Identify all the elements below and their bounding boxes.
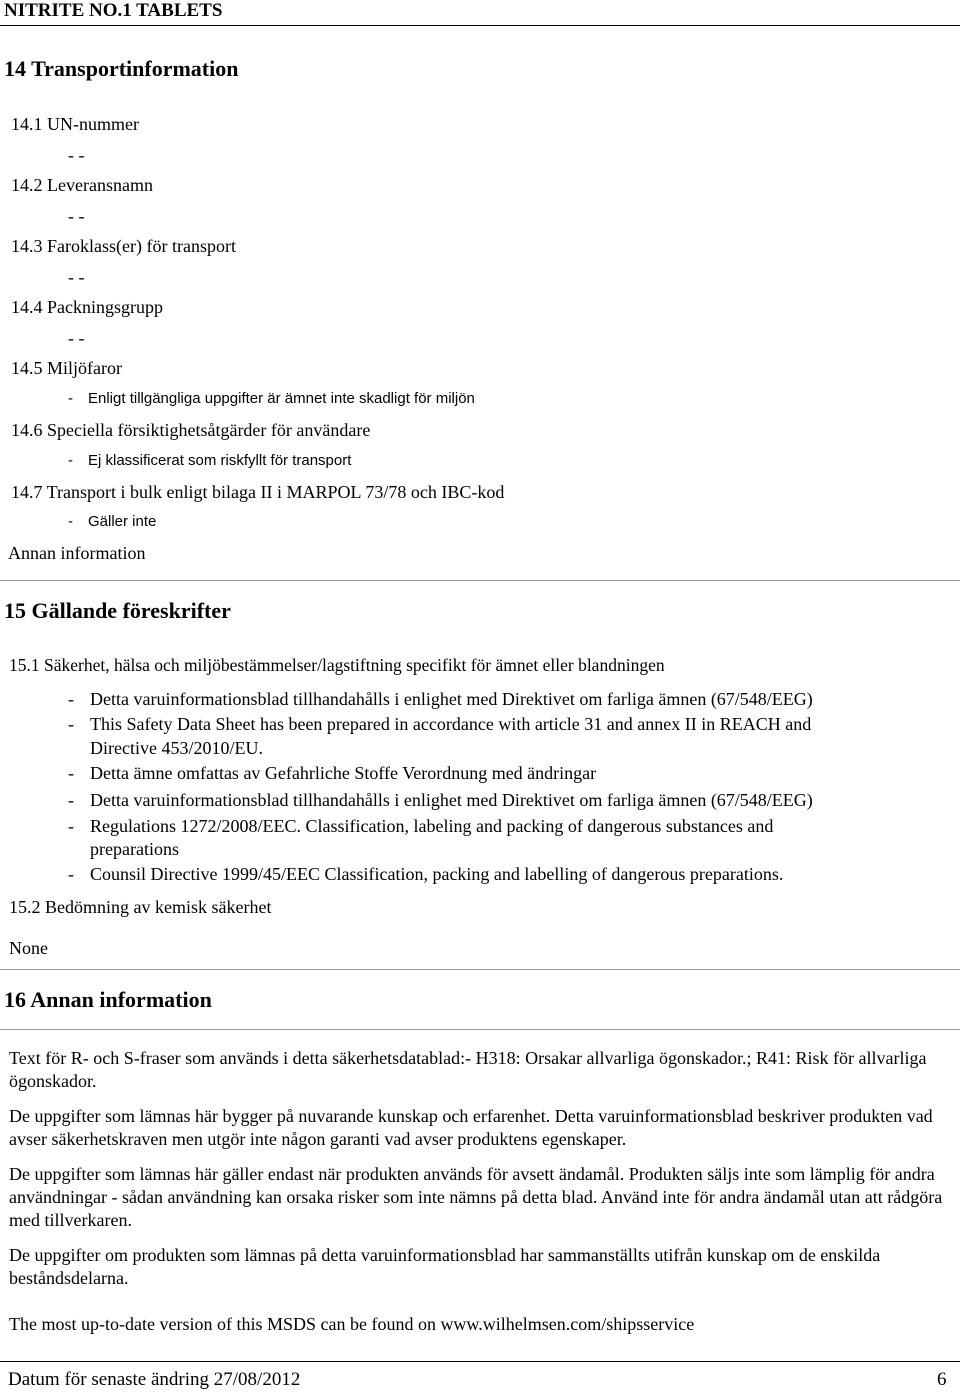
environmental-hazards-label: 14.5 Miljöfaror [11, 358, 122, 378]
paragraph: Text för R- och S-fraser som används i detta säkerhetsdatablad:- H318: Orsakar allvarliga ögonskador.; R41: Risk för allvarliga ögonskador. [9, 1048, 927, 1091]
paragraph: De uppgifter om produkten som lämnas på detta varuinformationsblad har sammanställts utifrån kunskap om de enskilda beståndsdelarna. [9, 1245, 881, 1288]
chemical-safety-value: None [9, 938, 48, 958]
packing-group-value: - - [68, 328, 85, 348]
bulk-transport-label: 14.7 Transport i bulk enligt bilaga II i MARPOL 73/78 och IBC-kod [11, 482, 505, 502]
shipping-name-label: 14.2 Leveransnamn [11, 175, 153, 195]
hazard-class-value: - - [68, 267, 85, 287]
regulations-subheading: 15.1 Säkerhet, hälsa och miljöbestämmelser/lagstiftning specifikt för ämnet eller blandningen [9, 655, 665, 675]
environmental-hazards-value: - Enligt tillgängliga uppgifter är ämnet inte skadligt för miljön [68, 390, 475, 407]
bulk-transport-value: - Gäller inte [68, 513, 157, 530]
other-information: Annan information [8, 543, 146, 563]
header-divider [0, 25, 960, 26]
section-divider [0, 969, 960, 970]
hazard-class-label: 14.3 Faroklass(er) för transport [11, 236, 236, 256]
user-precautions-value: - Ej klassificerat som riskfyllt för transport [68, 452, 352, 469]
page-number: 6 [937, 1369, 947, 1390]
section-14-title: 14 Transportinformation [4, 56, 239, 81]
document-title: NITRITE NO.1 TABLETS [4, 0, 223, 21]
chemical-safety-subheading: 15.2 Bedömning av kemisk säkerhet [9, 897, 272, 917]
section-16-title: 16 Annan information [4, 987, 212, 1012]
footer-divider [0, 1361, 960, 1362]
packing-group-label: 14.4 Packningsgrupp [11, 297, 163, 317]
user-precautions-label: 14.6 Speciella försiktighetsåtgärder för användare [11, 420, 371, 440]
un-number-value: - - [68, 145, 85, 165]
un-number-label: 14.1 UN-nummer [11, 114, 139, 134]
section-divider [0, 1029, 960, 1030]
section-15-title: 15 Gällande föreskrifter [4, 598, 231, 623]
shipping-name-value: - - [68, 206, 85, 226]
paragraph: The most up-to-date version of this MSDS can be found on www.wilhelmsen.com/shipsservice [9, 1314, 695, 1334]
section-divider [0, 580, 960, 581]
paragraph: De uppgifter som lämnas här bygger på nuvarande kunskap och erfarenhet. Detta varuinformationsblad beskriver produkten vad avser säkerhetskraven men utgör inte någon garanti vad avser produktens egenskaper. [9, 1106, 933, 1149]
paragraph: De uppgifter som lämnas här gäller endast när produkten används för avsett ändamål. Produkten säljs inte som lämplig för andra användningar - sådan användning kan orsaka risker som inte nämns på detta blad. Använd inte för andra ändamål utan att rådgöra med tillverkaren. [9, 1164, 943, 1230]
revision-date: Datum för senaste ändring 27/08/2012 [8, 1369, 301, 1390]
